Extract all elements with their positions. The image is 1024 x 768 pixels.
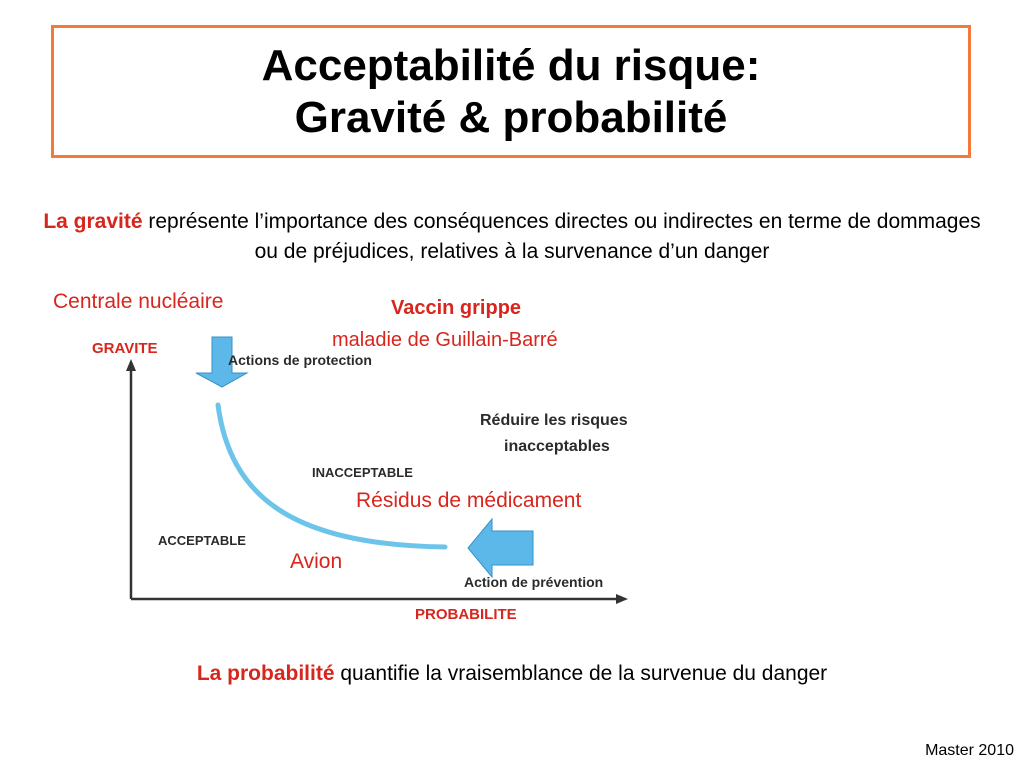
- prevention-label: Action de prévention: [464, 574, 604, 590]
- example-residus-medicament: Résidus de médicament: [356, 489, 582, 512]
- y-axis-arrowhead: [126, 359, 136, 371]
- gravite-keyword: La gravité: [43, 210, 143, 233]
- title-line-2: Gravité & probabilité: [294, 92, 728, 142]
- x-axis-title: PROBABILITE: [415, 606, 517, 623]
- reduce-risks-line-2: inacceptables: [504, 438, 610, 455]
- zone-acceptable: ACCEPTABLE: [158, 533, 246, 548]
- probabilite-definition: [30, 659, 994, 689]
- zone-inacceptable: INACCEPTABLE: [312, 465, 413, 480]
- title-line-1: Acceptabilité du risque:: [261, 40, 761, 90]
- example-avion: Avion: [290, 550, 343, 573]
- gravite-text: représente l’importance des conséquences directes ou indirectes en terme de dommages ou de préjudices, relatives à la survenance d’un danger: [142, 210, 981, 263]
- example-vaccin-grippe: Vaccin grippe: [391, 297, 522, 319]
- example-guillain-barre: maladie de Guillain-Barré: [332, 329, 558, 351]
- gravite-definition: [30, 207, 994, 267]
- probabilite-keyword: La probabilité: [196, 662, 335, 685]
- example-centrale-nucleaire: Centrale nucléaire: [53, 290, 224, 313]
- probabilite-text: quantifie la vraisemblance de la survenue du danger: [334, 662, 828, 685]
- protection-label: Actions de protection: [228, 352, 372, 368]
- prevention-arrow-icon: [468, 519, 533, 577]
- footer-master: Master 2010: [925, 742, 1014, 759]
- title-box: [51, 25, 971, 158]
- y-axis-title: GRAVITE: [92, 340, 158, 357]
- x-axis-arrowhead: [616, 594, 628, 604]
- reduce-risks-line-1: Réduire les risques: [480, 412, 628, 429]
- risk-diagram: [80, 325, 680, 645]
